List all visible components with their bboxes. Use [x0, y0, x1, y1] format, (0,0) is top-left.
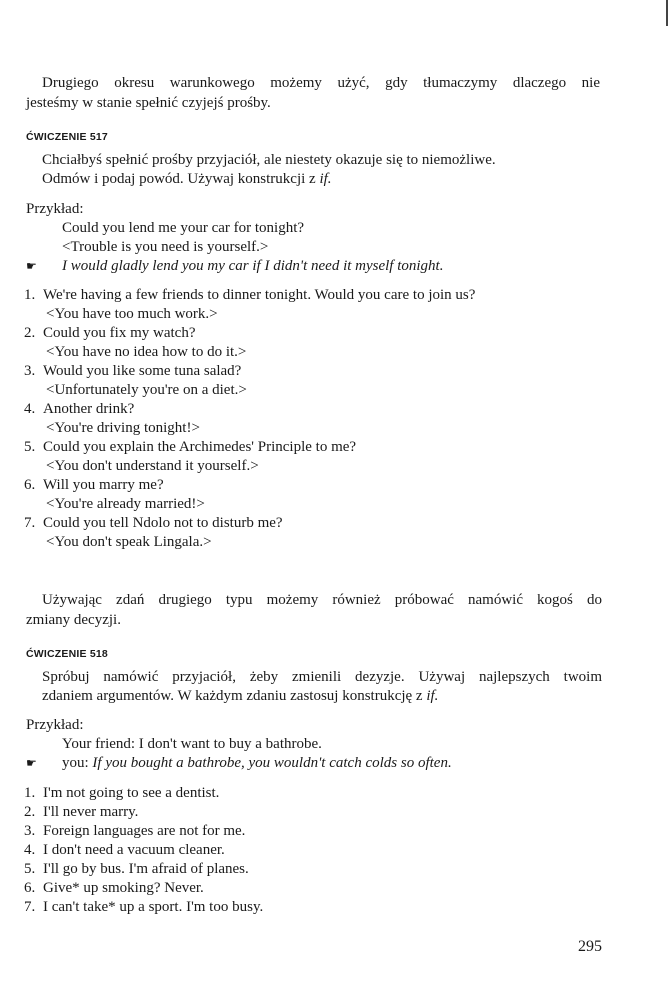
exercise-517-example-answer-row — [26, 257, 443, 276]
exercise-518-task-line1: Spróbuj namówić przyjaciół, żeby zmienili dezyzje. Używaj najlepszych twoim — [42, 669, 602, 685]
exercise-518-task-line2: zdaniem argumentów. W każdym zdaniu zastosuj konstrukcję z if. — [42, 688, 439, 704]
exercise-517-item-4-cue: <You're driving tonight!> — [46, 420, 200, 436]
exercise-518-example-answer-row: ☛ you: If you bought a bathrobe, you wouldn't catch colds so often. — [26, 755, 452, 771]
exercise-517-item-2: 2. Could you fix my watch? — [24, 325, 196, 341]
exercise-518-item-1: 1. I'm not going to see a dentist. — [24, 785, 220, 801]
exercise-518-item-6: 6. Give* up smoking? Never. — [24, 880, 204, 896]
exercise-517-item-1-cue: <You have too much work.> — [46, 306, 218, 322]
exercise-517-heading: ĆWICZENIE 517 — [26, 131, 108, 143]
page-number: 295 — [578, 938, 602, 955]
pointing-hand-icon: ☛ — [26, 259, 37, 273]
exercise-517-task-line1: Chciałbyś spełnić prośby przyjaciół, ale niestety okazuje się to niemożliwe. — [42, 152, 496, 168]
exercise-518-example-friend: Your friend: I don't want to buy a bathrobe. — [62, 736, 322, 752]
exercise-517-item-7: 7. Could you tell Ndolo not to disturb me? — [24, 515, 283, 531]
exercise-517-example-label: Przykład: — [26, 201, 84, 217]
exercise-517-item-5: 5. Could you explain the Archimedes' Principle to me? — [24, 439, 357, 455]
exercise-517-item-1: 1. We're having a few friends to dinner tonight. Would you care to join us? — [24, 287, 476, 303]
exercise-517-item-5-cue: <You don't understand it yourself.> — [46, 458, 259, 474]
exercise-517-item-3-cue: <Unfortunately you're on a diet.> — [46, 382, 247, 398]
exercise-517-item-3: 3. Would you like some tuna salad? — [24, 363, 242, 379]
exercise-517-item-2-cue: <You have no idea how to do it.> — [46, 344, 247, 360]
exercise-517-example-answer: I would gladly lend you my car if I didn't need it myself tonight. — [62, 258, 444, 274]
intro2-line2: zmiany decyzji. — [26, 612, 121, 628]
intro1-line1: Drugiego okresu warunkowego możemy użyć, gdy tłumaczymy dlaczego nie — [42, 75, 600, 91]
pointing-hand-icon: ☛ — [26, 756, 37, 770]
exercise-517-item-6-cue: <You're already married!> — [46, 496, 205, 512]
exercise-517-task-line2: Odmów i podaj powód. Używaj konstrukcji z if. — [42, 171, 332, 187]
exercise-518-item-4: 4. I don't need a vacuum cleaner. — [24, 842, 225, 858]
intro1-line2: jesteśmy w stanie spełnić czyjejś prośby. — [26, 95, 271, 111]
exercise-518-item-3: 3. Foreign languages are not for me. — [24, 823, 246, 839]
exercise-518-item-2: 2. I'll never marry. — [24, 804, 139, 820]
exercise-518-item-7: 7. I can't take* up a sport. I'm too busy. — [24, 899, 264, 915]
exercise-518-example-label: Przykład: — [26, 717, 84, 733]
exercise-517-example-question: Could you lend me your car for tonight? — [62, 220, 305, 236]
exercise-517-item-4: 4. Another drink? — [24, 401, 135, 417]
exercise-518-item-5: 5. I'll go by bus. I'm afraid of planes. — [24, 861, 249, 877]
exercise-517-item-6: 6. Will you marry me? — [24, 477, 164, 493]
exercise-518-heading: ĆWICZENIE 518 — [26, 648, 108, 660]
exercise-518-example-answer: If you bought a bathrobe, you wouldn't catch colds so often. — [92, 755, 452, 771]
intro2-line1: Używając zdań drugiego typu możemy również próbować namówić kogoś do — [42, 592, 602, 608]
exercise-517-item-7-cue: <You don't speak Lingala.> — [46, 534, 212, 550]
exercise-517-example-cue: <Trouble is you need is yourself.> — [62, 239, 269, 255]
